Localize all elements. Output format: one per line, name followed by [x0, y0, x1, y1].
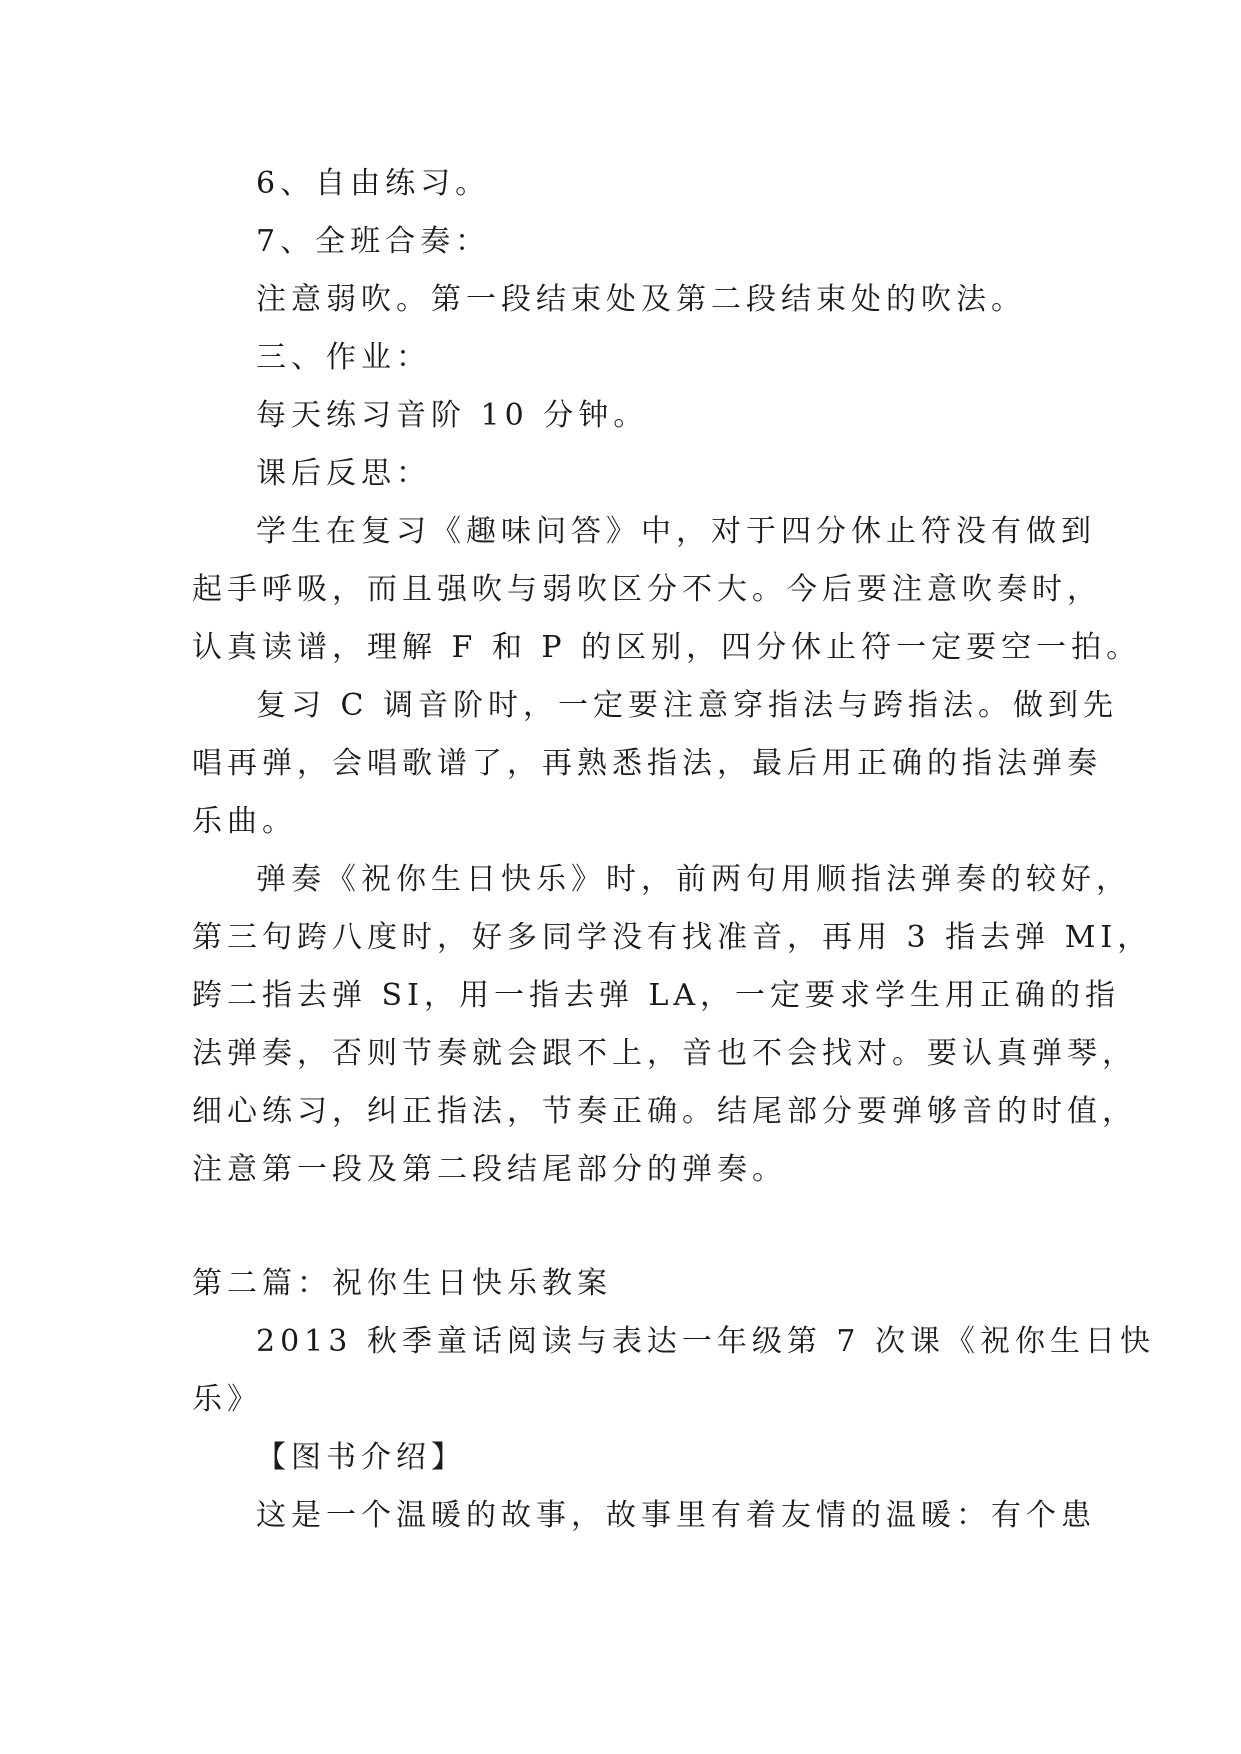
text-line: 认真读谱，理解 F 和 P 的区别，四分休止符一定要空一拍。 [192, 630, 1142, 665]
section-heading: 【图书介绍】 [256, 1440, 466, 1475]
text-line: 复习 C 调音阶时，一定要注意穿指法与跨指法。做到先 [256, 688, 1119, 723]
text-line: 2013 秋季童话阅读与表达一年级第 7 次课《祝你生日快 [256, 1324, 1156, 1359]
text-line: 这是一个温暖的故事，故事里有着友情的温暖：有个患 [256, 1498, 1096, 1533]
text-line: 注意弱吹。第一段结束处及第二段结束处的吹法。 [256, 282, 1026, 317]
text-line: 乐》 [192, 1382, 262, 1417]
text-line: 6、自由练习。 [256, 166, 491, 201]
chapter-heading: 第二篇：祝你生日快乐教案 [192, 1266, 612, 1301]
text-line: 法弹奏，否则节奏就会跟不上，音也不会找对。要认真弹琴， [192, 1036, 1137, 1071]
text-line: 起手呼吸，而且强吹与弱吹区分不大。今后要注意吹奏时， [192, 572, 1102, 607]
text-line: 唱再弹，会唱歌谱了，再熟悉指法，最后用正确的指法弹奏 [192, 746, 1102, 781]
text-line: 每天练习音阶 10 分钟。 [256, 398, 649, 433]
section-heading: 课后反思： [256, 456, 431, 491]
text-line: 7、全班合奏： [256, 224, 491, 259]
text-line: 第三句跨八度时，好多同学没有找准音，再用 3 指去弹 MI， [192, 920, 1153, 955]
text-line: 学生在复习《趣味问答》中，对于四分休止符没有做到 [256, 514, 1096, 549]
text-line: 细心练习，纠正指法，节奏正确。结尾部分要弹够音的时值， [192, 1094, 1137, 1129]
text-line: 弹奏《祝你生日快乐》时，前两句用顺指法弹奏的较好， [256, 862, 1131, 897]
text-line: 注意第一段及第二段结尾部分的弹奏。 [192, 1152, 787, 1187]
text-line: 跨二指去弹 SI，用一指去弹 LA，一定要求学生用正确的指 [192, 978, 1121, 1013]
text-line: 乐曲。 [192, 804, 297, 839]
section-heading: 三、作业： [256, 340, 431, 375]
